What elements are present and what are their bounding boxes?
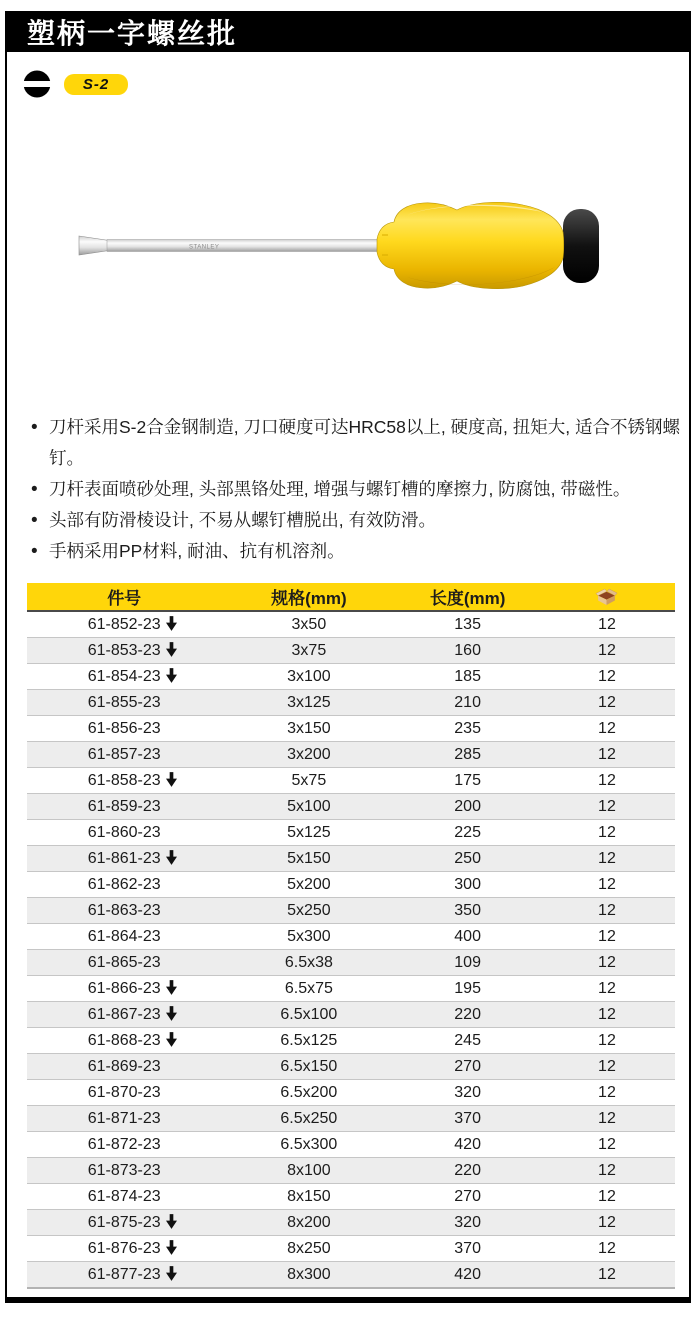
table-row xyxy=(27,950,675,976)
spec-cell: 3x150 xyxy=(221,716,396,742)
part-number-cell: 61-876-23 xyxy=(27,1236,221,1262)
spec-table-body xyxy=(27,611,675,1288)
spec-cell: 6.5x100 xyxy=(221,1002,396,1028)
length-cell: 220 xyxy=(396,1158,539,1184)
length-cell: 400 xyxy=(396,924,539,950)
qty-cell: 12 xyxy=(539,1262,675,1289)
spec-cell: 5x125 xyxy=(221,820,396,846)
part-number-cell: 61-868-23 xyxy=(27,1028,221,1054)
new-item-arrow-icon xyxy=(166,1266,177,1281)
table-row xyxy=(27,1080,675,1106)
page-title: 塑柄一字螺丝批 xyxy=(27,17,238,49)
part-number-cell: 61-872-23 xyxy=(27,1132,221,1158)
length-cell: 185 xyxy=(396,664,539,690)
screwdriver-cap xyxy=(563,209,599,283)
length-cell: 370 xyxy=(396,1236,539,1262)
length-cell: 320 xyxy=(396,1210,539,1236)
screwdriver-handle xyxy=(377,202,564,288)
content-frame xyxy=(5,52,691,1297)
length-cell: 175 xyxy=(396,768,539,794)
length-cell: 285 xyxy=(396,742,539,768)
qty-cell: 12 xyxy=(539,1132,675,1158)
table-row xyxy=(27,898,675,924)
part-number-cell: 61-871-23 xyxy=(27,1106,221,1132)
part-number-cell: 61-863-23 xyxy=(27,898,221,924)
feature-item: • 手柄采用PP材料, 耐油、抗有机溶剂。 xyxy=(29,536,681,567)
length-cell: 370 xyxy=(396,1106,539,1132)
spec-cell: 6.5x200 xyxy=(221,1080,396,1106)
qty-cell: 12 xyxy=(539,1236,675,1262)
part-number-cell: 61-852-23 xyxy=(27,611,221,638)
part-number-cell: 61-857-23 xyxy=(27,742,221,768)
new-item-arrow-icon xyxy=(166,642,177,657)
length-cell: 195 xyxy=(396,976,539,1002)
spec-cell: 6.5x125 xyxy=(221,1028,396,1054)
part-number-cell: 61-867-23 xyxy=(27,1002,221,1028)
spec-cell: 3x100 xyxy=(221,664,396,690)
part-number-cell: 61-859-23 xyxy=(27,794,221,820)
spec-table-header xyxy=(27,583,675,611)
spec-cell: 8x100 xyxy=(221,1158,396,1184)
length-cell: 225 xyxy=(396,820,539,846)
new-item-arrow-icon xyxy=(166,668,177,683)
badges-row xyxy=(23,70,128,98)
col-header-length: 长度(mm) xyxy=(396,583,539,611)
spec-cell: 8x250 xyxy=(221,1236,396,1262)
table-row xyxy=(27,1184,675,1210)
new-item-arrow-icon xyxy=(166,850,177,865)
spec-cell: 5x200 xyxy=(221,872,396,898)
length-cell: 200 xyxy=(396,794,539,820)
table-row xyxy=(27,664,675,690)
spec-cell: 8x150 xyxy=(221,1184,396,1210)
part-number-cell: 61-875-23 xyxy=(27,1210,221,1236)
qty-cell: 12 xyxy=(539,1184,675,1210)
qty-cell: 12 xyxy=(539,742,675,768)
qty-cell: 12 xyxy=(539,1002,675,1028)
length-cell: 109 xyxy=(396,950,539,976)
part-number-cell: 61-853-23 xyxy=(27,638,221,664)
table-row xyxy=(27,1158,675,1184)
new-item-arrow-icon xyxy=(166,1032,177,1047)
qty-cell: 12 xyxy=(539,1080,675,1106)
qty-cell: 12 xyxy=(539,664,675,690)
part-number-cell: 61-877-23 xyxy=(27,1262,221,1289)
part-number-cell: 61-858-23 xyxy=(27,768,221,794)
title-bar xyxy=(5,11,691,52)
new-item-arrow-icon xyxy=(166,772,177,787)
table-row xyxy=(27,1132,675,1158)
spec-cell: 6.5x300 xyxy=(221,1132,396,1158)
length-cell: 220 xyxy=(396,1002,539,1028)
package-box-icon xyxy=(539,588,675,606)
new-item-arrow-icon xyxy=(166,1006,177,1021)
qty-cell: 12 xyxy=(539,690,675,716)
new-item-arrow-icon xyxy=(166,616,177,631)
spec-table xyxy=(27,583,675,1289)
part-number-cell: 61-874-23 xyxy=(27,1184,221,1210)
spec-cell: 6.5x38 xyxy=(221,950,396,976)
spec-cell: 6.5x150 xyxy=(221,1054,396,1080)
part-number-cell: 61-862-23 xyxy=(27,872,221,898)
spec-cell: 6.5x75 xyxy=(221,976,396,1002)
spec-cell: 3x50 xyxy=(221,611,396,638)
table-row xyxy=(27,1262,675,1289)
table-row xyxy=(27,716,675,742)
qty-cell: 12 xyxy=(539,898,675,924)
table-row xyxy=(27,976,675,1002)
length-cell: 250 xyxy=(396,846,539,872)
length-cell: 420 xyxy=(396,1262,539,1289)
table-row xyxy=(27,1054,675,1080)
qty-cell: 12 xyxy=(539,820,675,846)
qty-cell: 12 xyxy=(539,924,675,950)
table-row xyxy=(27,768,675,794)
length-cell: 160 xyxy=(396,638,539,664)
shaft-brand-text: STANLEY xyxy=(189,244,220,251)
feature-item: • 头部有防滑棱设计, 不易从螺钉槽脱出, 有效防滑。 xyxy=(29,505,681,536)
col-header-spec: 规格(mm) xyxy=(221,583,396,611)
part-number-cell: 61-861-23 xyxy=(27,846,221,872)
table-row xyxy=(27,1002,675,1028)
col-header-part: 件号 xyxy=(27,583,221,611)
table-row xyxy=(27,872,675,898)
part-number-cell: 61-860-23 xyxy=(27,820,221,846)
part-number-cell: 61-866-23 xyxy=(27,976,221,1002)
qty-cell: 12 xyxy=(539,950,675,976)
qty-cell: 12 xyxy=(539,846,675,872)
length-cell: 270 xyxy=(396,1054,539,1080)
length-cell: 270 xyxy=(396,1184,539,1210)
table-row xyxy=(27,742,675,768)
table-row xyxy=(27,924,675,950)
part-number-cell: 61-865-23 xyxy=(27,950,221,976)
table-row xyxy=(27,1236,675,1262)
length-cell: 135 xyxy=(396,611,539,638)
table-row xyxy=(27,846,675,872)
table-row xyxy=(27,638,675,664)
feature-item: • 刀杆采用S-2合金钢制造, 刀口硬度可达HRC58以上, 硬度高, 扭矩大, 适合不锈钢螺钉。 xyxy=(29,412,681,474)
spec-cell: 5x100 xyxy=(221,794,396,820)
spec-cell: 5x300 xyxy=(221,924,396,950)
product-image xyxy=(77,192,605,304)
table-row xyxy=(27,1210,675,1236)
part-number-cell: 61-864-23 xyxy=(27,924,221,950)
feature-item: • 刀杆表面喷砂处理, 头部黑铬处理, 增强与螺钉槽的摩擦力, 防腐蚀, 带磁性。 xyxy=(29,474,681,505)
qty-cell: 12 xyxy=(539,1106,675,1132)
qty-cell: 12 xyxy=(539,872,675,898)
qty-cell: 12 xyxy=(539,716,675,742)
length-cell: 235 xyxy=(396,716,539,742)
spec-cell: 5x250 xyxy=(221,898,396,924)
spec-cell: 3x75 xyxy=(221,638,396,664)
length-cell: 300 xyxy=(396,872,539,898)
part-number-cell: 61-873-23 xyxy=(27,1158,221,1184)
qty-cell: 12 xyxy=(539,1028,675,1054)
length-cell: 210 xyxy=(396,690,539,716)
qty-cell: 12 xyxy=(539,638,675,664)
screwdriver-illustration xyxy=(77,192,605,304)
bottom-bar xyxy=(5,1297,691,1303)
table-row xyxy=(27,1106,675,1132)
qty-cell: 12 xyxy=(539,768,675,794)
table-row xyxy=(27,820,675,846)
length-cell: 245 xyxy=(396,1028,539,1054)
new-item-arrow-icon xyxy=(166,980,177,995)
screwdriver-blade xyxy=(79,236,379,255)
spec-cell: 3x200 xyxy=(221,742,396,768)
qty-cell: 12 xyxy=(539,976,675,1002)
length-cell: 350 xyxy=(396,898,539,924)
feature-list xyxy=(29,412,681,567)
col-header-qty xyxy=(539,583,675,611)
spec-cell: 5x75 xyxy=(221,768,396,794)
length-cell: 320 xyxy=(396,1080,539,1106)
length-cell: 420 xyxy=(396,1132,539,1158)
qty-cell: 12 xyxy=(539,1210,675,1236)
qty-cell: 12 xyxy=(539,611,675,638)
table-row xyxy=(27,1028,675,1054)
spec-cell: 6.5x250 xyxy=(221,1106,396,1132)
table-row xyxy=(27,794,675,820)
part-number-cell: 61-869-23 xyxy=(27,1054,221,1080)
part-number-cell: 61-870-23 xyxy=(27,1080,221,1106)
qty-cell: 12 xyxy=(539,1054,675,1080)
spec-cell: 8x200 xyxy=(221,1210,396,1236)
part-number-cell: 61-855-23 xyxy=(27,690,221,716)
steel-grade-badge: S-2 xyxy=(64,74,128,95)
spec-cell: 5x150 xyxy=(221,846,396,872)
part-number-cell: 61-856-23 xyxy=(27,716,221,742)
new-item-arrow-icon xyxy=(166,1240,177,1255)
qty-cell: 12 xyxy=(539,1158,675,1184)
slotted-tip-icon xyxy=(23,70,51,98)
qty-cell: 12 xyxy=(539,794,675,820)
new-item-arrow-icon xyxy=(166,1214,177,1229)
table-row xyxy=(27,690,675,716)
spec-cell: 8x300 xyxy=(221,1262,396,1289)
table-row xyxy=(27,611,675,638)
part-number-cell: 61-854-23 xyxy=(27,664,221,690)
spec-cell: 3x125 xyxy=(221,690,396,716)
